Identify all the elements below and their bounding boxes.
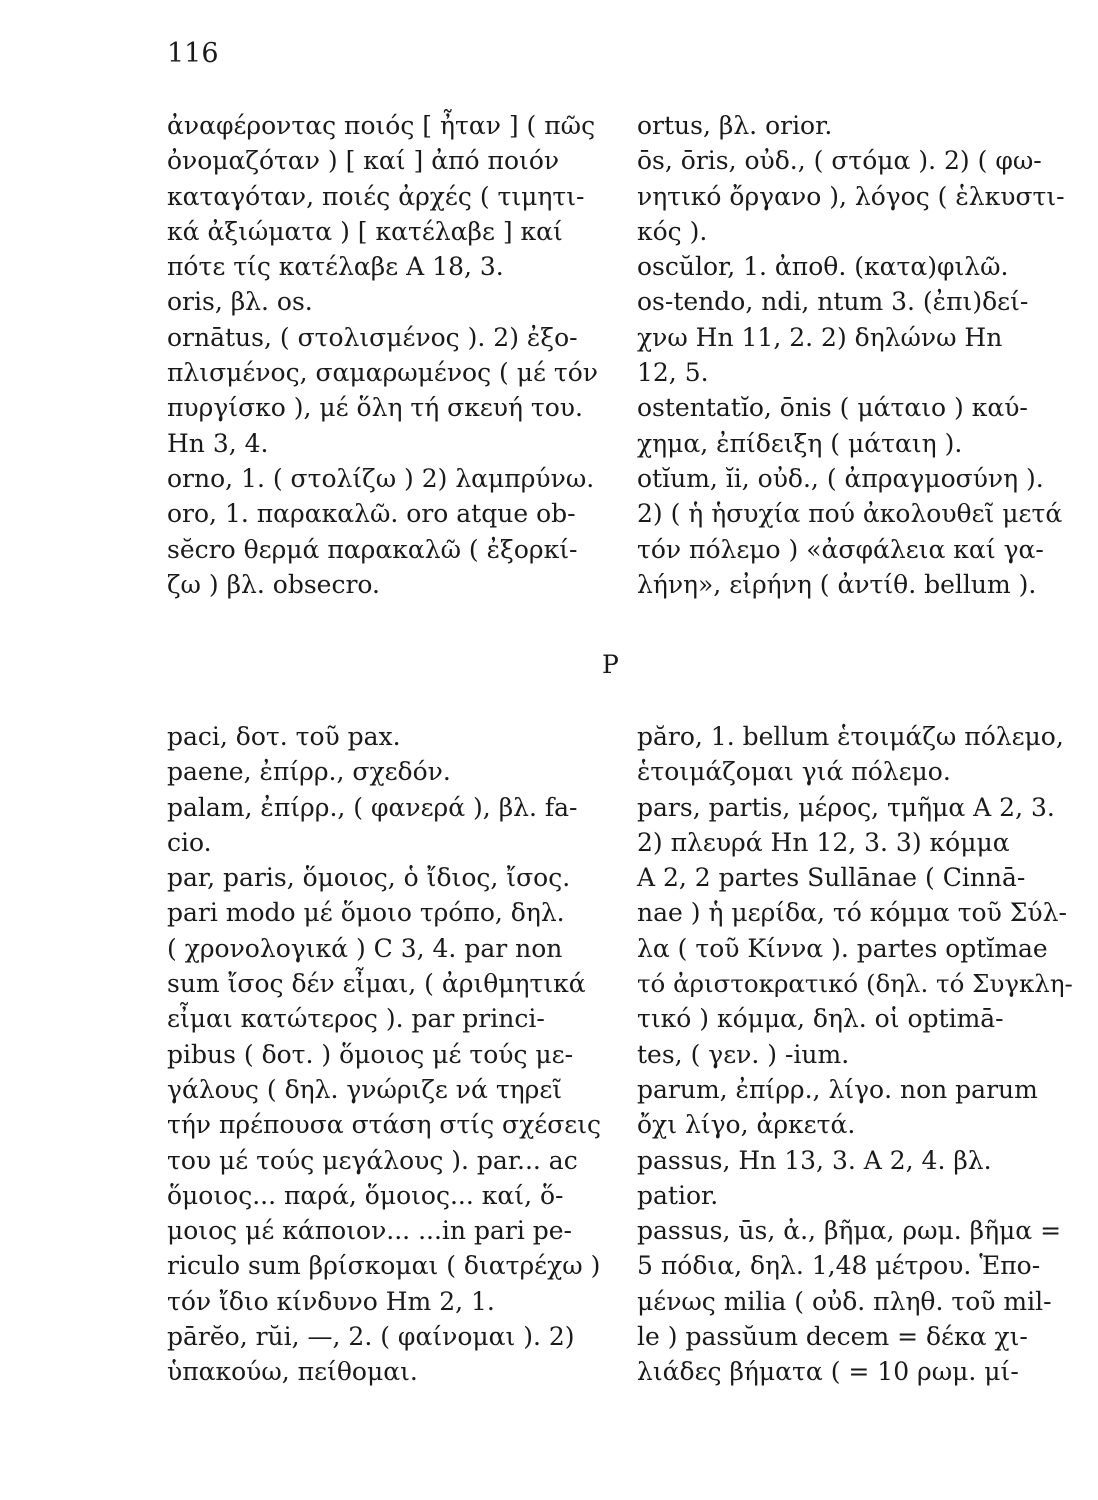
dictionary-line: μένως milia ( οὐδ. πληθ. τοῦ mil- bbox=[637, 1286, 1052, 1316]
dictionary-line: păro, 1. bellum ἑτοιμάζω πόλεμο, bbox=[637, 722, 1064, 751]
dictionary-line: τόν πόλεμο ) «ἀσφάλεια καί γα- bbox=[637, 534, 1044, 564]
dictionary-line: oris, βλ. os. bbox=[167, 287, 313, 317]
dictionary-line: κός ). bbox=[637, 216, 708, 246]
column-top-left bbox=[167, 108, 607, 602]
dictionary-line: otĭum, ĭi, οὐδ., ( ἀπραγμοσύνη ). bbox=[637, 463, 1044, 493]
dictionary-line: 5 πόδια, δηλ. 1,48 μέτρου. Ἑπο- bbox=[637, 1251, 1041, 1281]
dictionary-line: γάλους ( δηλ. γνώριζε νά τηρεῖ bbox=[167, 1074, 563, 1104]
dictionary-line: χημα, ἐπίδειξη ( μάταιη ). bbox=[637, 428, 963, 458]
dictionary-line: Hn 3, 4. bbox=[167, 428, 269, 458]
dictionary-line: paene, ἐπίρρ., σχεδόν. bbox=[167, 757, 451, 787]
dictionary-line: orno, 1. ( στολίζω ) 2) λαμπρύνω. bbox=[167, 463, 595, 493]
dictionary-line: 2) ( ἡ ἡσυχία πού ἀκολουθεῖ μετά bbox=[637, 499, 1063, 529]
dictionary-line: palam, ἐπίρρ., ( φανερά ), βλ. fa- bbox=[167, 792, 578, 822]
dictionary-line: ostentatĭo, ōnis ( μάταιο ) καύ- bbox=[637, 393, 1028, 423]
section-letter: P bbox=[602, 650, 619, 679]
dictionary-line: passus, Hn 13, 3. Α 2, 4. βλ. bbox=[637, 1145, 992, 1175]
dictionary-line: πυργίσκο ), μέ ὅλη τή σκευή του. bbox=[167, 393, 583, 423]
dictionary-line: εἶμαι κατώτερος ). par princi- bbox=[167, 1004, 545, 1034]
dictionary-line: oro, 1. παρακαλῶ. oro atque ob- bbox=[167, 499, 576, 529]
dictionary-line: νητικό ὄργανο ), λόγος ( ἑλκυστι- bbox=[637, 181, 1065, 211]
dictionary-line: sĕcro θερμά παρακαλῶ ( ἐξορκί- bbox=[167, 534, 578, 564]
dictionary-line: passus, ūs, ἀ., βῆμα, ρωμ. βῆμα = bbox=[637, 1216, 1062, 1246]
dictionary-line: ζω ) βλ. obsecro. bbox=[167, 569, 380, 599]
dictionary-line: pari modo μέ ὅμοιο τρόπο, δηλ. bbox=[167, 898, 565, 928]
dictionary-line: pārĕo, rŭi, —, 2. ( φαίνομαι ). 2) bbox=[167, 1322, 575, 1352]
dictionary-line: ( χρονολογικά ) C 3, 4. par non bbox=[167, 933, 563, 963]
column-top-right bbox=[637, 108, 1077, 602]
column-bottom-left bbox=[167, 719, 607, 1390]
dictionary-line: ἑτοιμάζομαι γιά πόλεμο. bbox=[637, 757, 951, 787]
dictionary-line: ὄχι λίγο, ἀρκετά. bbox=[637, 1110, 856, 1140]
dictionary-line: ἀναφέροντας ποιός [ ἦταν ] ( πῶς bbox=[167, 111, 596, 140]
dictionary-line: paci, δοτ. τοῦ pax. bbox=[167, 722, 401, 751]
dictionary-line: os-tendo, ndi, ntum 3. (ἐπι)δεί- bbox=[637, 287, 1029, 317]
dictionary-line: λήνη», εἰρήνη ( ἀντίθ. bellum ). bbox=[637, 569, 1037, 599]
dictionary-line: μοιος μέ κάποιον... ...in pari pe- bbox=[167, 1216, 573, 1246]
dictionary-line: ὅμοιος... παρά, ὅμοιος... καί, ὅ- bbox=[167, 1180, 564, 1210]
dictionary-line: τό ἀριστοκρατικό (δηλ. τό Συγκλη- bbox=[637, 969, 1073, 999]
dictionary-line: par, paris, ὅμοιος, ὁ ἴδιος, ἴσος. bbox=[167, 863, 571, 893]
dictionary-line: le ) passŭum decem = δέκα χι- bbox=[637, 1322, 1028, 1352]
dictionary-line: sum ἴσος δέν εἶμαι, ( ἀριθμητικά bbox=[167, 969, 586, 999]
dictionary-line: 2) πλευρά Hn 12, 3. 3) κόμμα bbox=[637, 827, 1010, 857]
dictionary-line: λιάδες βήματα ( = 10 ρωμ. μί- bbox=[637, 1357, 1019, 1387]
dictionary-line: pars, partis, μέρος, τμῆμα Α 2, 3. bbox=[637, 792, 1055, 822]
dictionary-line: πότε τίς κατέλαβε Α 18, 3. bbox=[167, 252, 504, 282]
dictionary-line: tes, ( γεν. ) -ium. bbox=[637, 1039, 850, 1069]
dictionary-line: ornātus, ( στολισμένος ). 2) ἐξο- bbox=[167, 322, 578, 352]
dictionary-line: ortus, βλ. orior. bbox=[637, 111, 833, 140]
dictionary-line: cio. bbox=[167, 827, 212, 857]
dictionary-line: πλισμένος, σαμαρωμένος ( μέ τόν bbox=[167, 358, 598, 388]
dictionary-line: κά ἀξιώματα ) [ κατέλαβε ] καί bbox=[167, 216, 563, 246]
dictionary-line: Α 2, 2 partes Sullānae ( Cinnā- bbox=[637, 863, 1026, 893]
dictionary-line: τήν πρέπουσα στάση στίς σχέσεις bbox=[167, 1110, 602, 1140]
dictionary-line: oscŭlor, 1. ἀποθ. (κατα)φιλῶ. bbox=[637, 252, 1009, 282]
dictionary-line: 12, 5. bbox=[637, 358, 709, 388]
dictionary-line: ōs, ōris, οὐδ., ( στόμα ). 2) ( φω- bbox=[637, 146, 1042, 176]
dictionary-line: καταγόταν, ποιές ἀρχές ( τιμητι- bbox=[167, 181, 585, 211]
dictionary-line: του μέ τούς μεγάλους ). par... ac bbox=[167, 1145, 578, 1175]
dictionary-line: ὀνομαζόταν ) [ καί ] ἀπό ποιόν bbox=[167, 146, 560, 176]
column-bottom-right bbox=[637, 719, 1077, 1390]
dictionary-line: pibus ( δοτ. ) ὅμοιος μέ τούς με- bbox=[167, 1039, 574, 1069]
dictionary-line: patior. bbox=[637, 1180, 719, 1210]
dictionary-line: χνω Hn 11, 2. 2) δηλώνω Hn bbox=[637, 322, 1003, 352]
dictionary-line: τικό ) κόμμα, δηλ. οἱ optimā- bbox=[637, 1004, 1004, 1034]
dictionary-line: ὑπακούω, πείθομαι. bbox=[167, 1357, 418, 1387]
dictionary-line: riculo sum βρίσκομαι ( διατρέχω ) bbox=[167, 1251, 601, 1281]
dictionary-line: nae ) ἡ μερίδα, τό κόμμα τοῦ Σύλ- bbox=[637, 898, 1067, 928]
dictionary-line: λα ( τοῦ Κίννα ). partes optĭmae bbox=[637, 933, 1048, 963]
page-number: 116 bbox=[167, 38, 219, 69]
dictionary-line: τόν ἴδιο κίνδυνο Hm 2, 1. bbox=[167, 1286, 495, 1316]
dictionary-line: parum, ἐπίρρ., λίγο. non parum bbox=[637, 1074, 1038, 1104]
